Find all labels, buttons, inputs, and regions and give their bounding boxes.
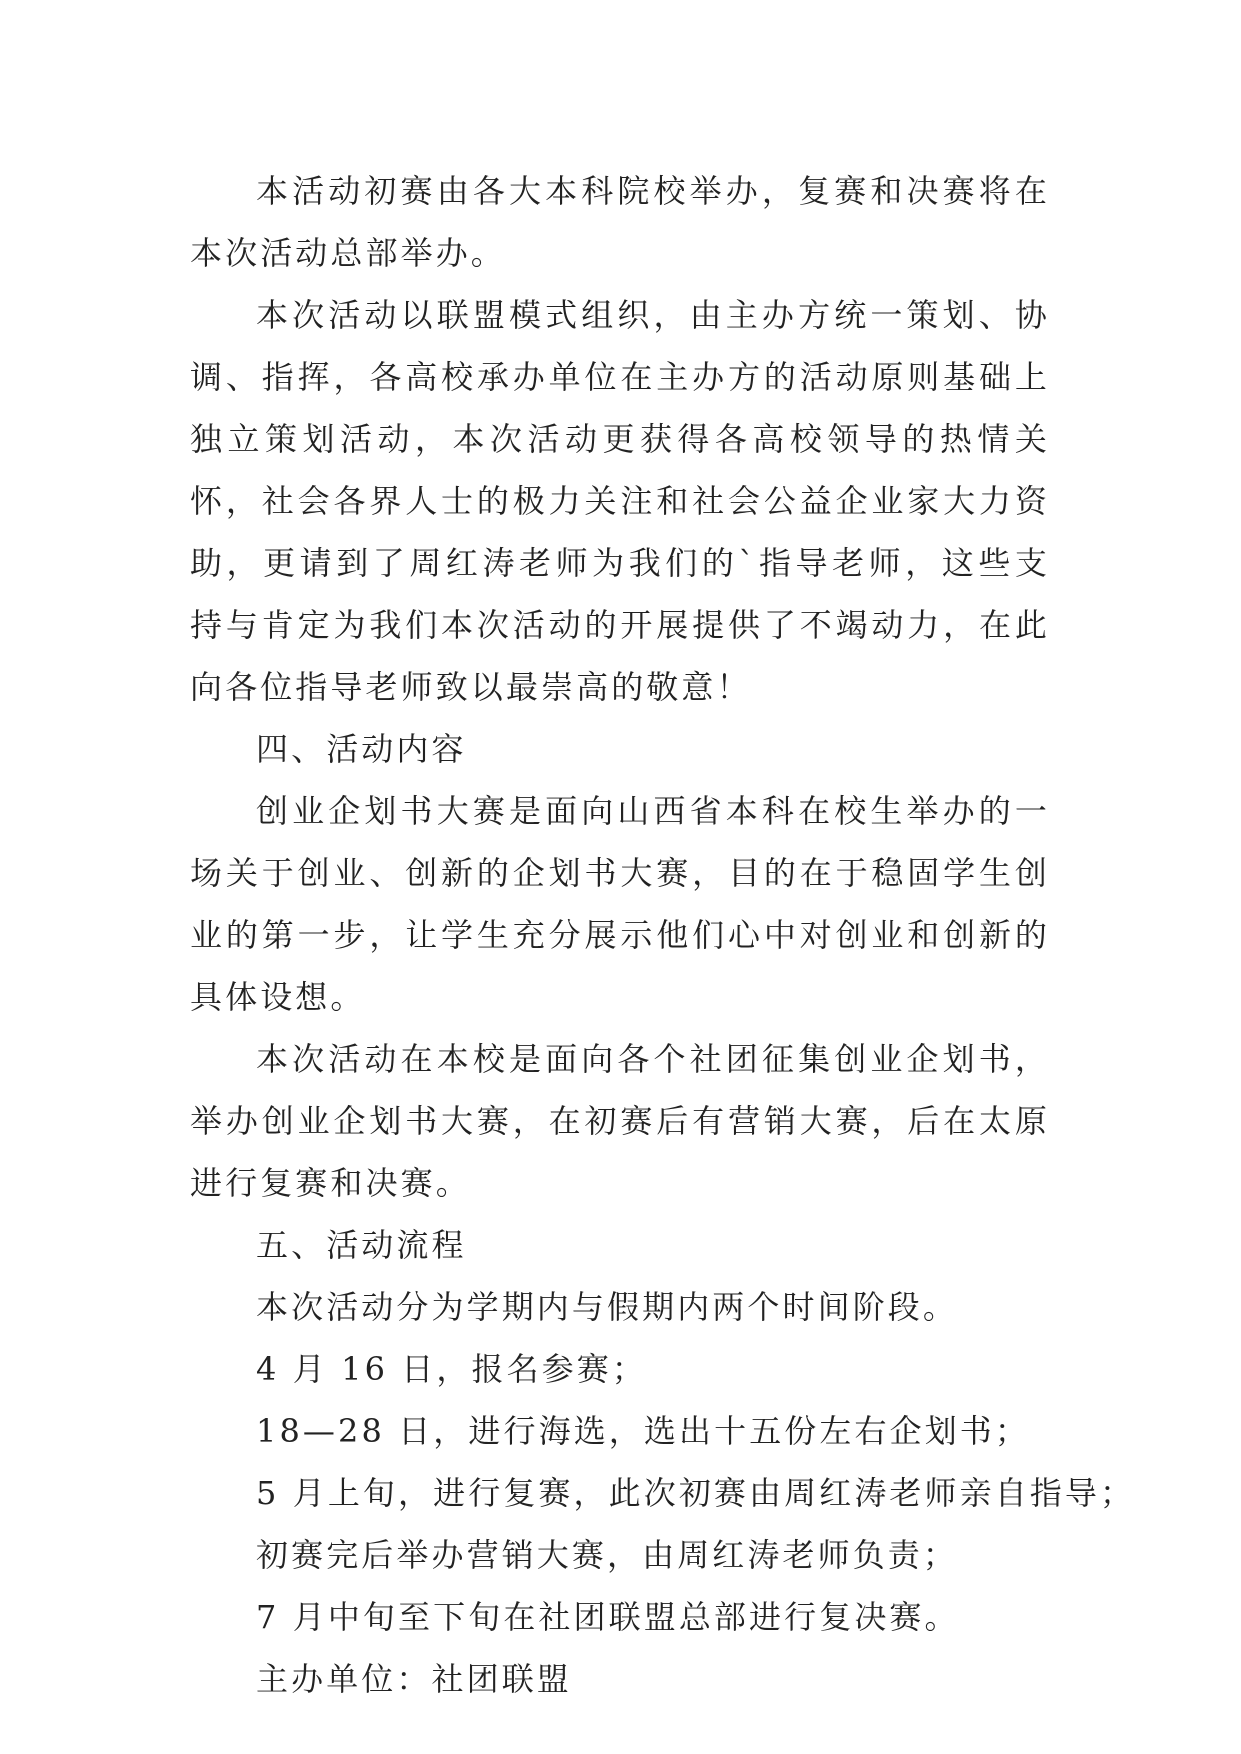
- paragraph-time-stages: 本次活动分为学期内与假期内两个时间阶段。: [256, 1288, 959, 1326]
- paragraph-competition-venues: 本活动初赛由各大本科院校举办，复赛和决赛将在本次活动总部举办。: [190, 172, 1050, 272]
- schedule-item: 7 月中旬至下旬在社团联盟总部进行复决赛。: [256, 1598, 960, 1636]
- section-heading-activity-process: 五、活动流程: [256, 1226, 467, 1264]
- organizer-line: 主办单位：社团联盟: [256, 1660, 572, 1698]
- schedule-item: 18—28 日，进行海选，选出十五份左右企划书；: [256, 1412, 1031, 1450]
- paragraph-school-activity: 本次活动在本校是面向各个社团征集创业企划书，举办创业企划书大赛，在初赛后有营销大赛，后在太原进行复赛和决赛。: [190, 1040, 1050, 1202]
- schedule-item: 初赛完后举办营销大赛，由周红涛老师负责；: [256, 1536, 959, 1574]
- paragraph-organization-mode: 本次活动以联盟模式组织，由主办方统一策划、协调、指挥，各高校承办单位在主办方的活动原则基础上独立策划活动，本次活动更获得各高校领导的热情关怀，社会各界人士的极力关注和社会公益企业家大力资助，更请到了周红涛老师为我们的`指导老师，这些支持与肯定为我们本次活动的开展提供了不竭动力，在此向各位指导老师致以最崇高的敬意！: [190, 296, 1050, 706]
- schedule-item: 5 月上旬，进行复赛，此次初赛由周红涛老师亲自指导；: [256, 1474, 1136, 1512]
- schedule-item: 4 月 16 日，报名参赛；: [256, 1350, 647, 1388]
- document-body: [190, 160, 1136, 1710]
- paragraph-competition-description: 创业企划书大赛是面向山西省本科在校生举办的一场关于创业、创新的企划书大赛，目的在于稳固学生创业的第一步，让学生充分展示他们心中对创业和创新的具体设想。: [190, 792, 1050, 1016]
- section-heading-activity-content: 四、活动内容: [256, 730, 467, 768]
